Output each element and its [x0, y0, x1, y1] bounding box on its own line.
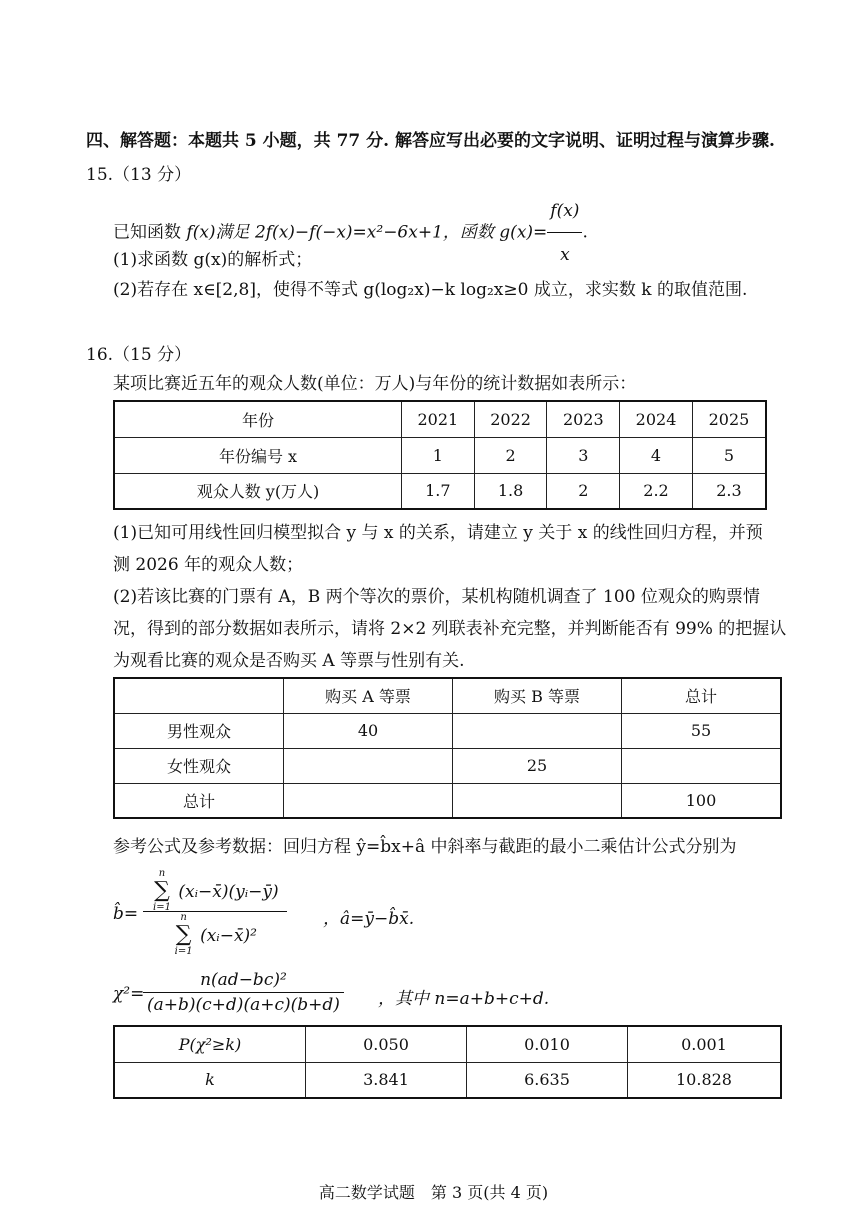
- table-row: [114, 1026, 781, 1062]
- table-cell: 10.828: [628, 1062, 782, 1098]
- table-cell: [114, 678, 284, 713]
- chi-numerator: n(ad−bc)²: [143, 970, 344, 993]
- table-row: [114, 783, 781, 818]
- table-row: [114, 748, 781, 783]
- table-cell: 女性观众: [114, 748, 284, 783]
- table-cell: 0.001: [628, 1026, 782, 1062]
- table-cell: 男性观众: [114, 713, 284, 748]
- page-footer: 高二数学试题 第 3 页(共 4 页): [318, 1183, 549, 1202]
- table-row: [114, 678, 781, 713]
- table-cell: 1.7: [402, 473, 475, 509]
- q16-part2-line2: 况，得到的部分数据如表所示，请将 2×2 列联表补充完整，并判断能否有 99% 的把握认: [113, 619, 787, 639]
- table-cell: 0.010: [467, 1026, 628, 1062]
- table-cell: 2021: [402, 401, 475, 437]
- chi-tail: ，其中 n=a+b+c+d.: [378, 989, 550, 1009]
- table-cell: 2.3: [692, 473, 766, 509]
- reference-text: 参考公式及参考数据：回归方程 ŷ=b̂x+â 中斜率与截距的最小二乘估计公式分别为: [113, 837, 737, 857]
- b-hat-fraction: [143, 868, 287, 957]
- q16-part1-line1: (1)已知可用线性回归模型拟合 y 与 x 的关系，请建立 y 关于 x 的线性回归方程，并预: [113, 523, 763, 543]
- table-cell: [622, 748, 782, 783]
- b-hat-den-text: (xᵢ−x̄)²: [200, 926, 257, 946]
- q15-intro-b: f(x)满足 2f(x)−f(−x)=x²−6x+1，函数 g(x)=: [186, 222, 548, 243]
- table-row: [114, 713, 781, 748]
- table-cell: 购买 B 等票: [453, 678, 622, 713]
- q15-intro-a: 已知函数: [113, 222, 187, 243]
- b-hat-num-text: (xᵢ−x̄)(yᵢ−ȳ): [178, 882, 279, 902]
- table-cell: 1.8: [474, 473, 547, 509]
- table-row: [114, 437, 766, 473]
- b-hat-symbol: b̂=: [113, 904, 139, 924]
- section-header: 四、解答题：本题共 5 小题，共 77 分. 解答应写出必要的文字说明、证明过程与演算步骤.: [86, 131, 775, 151]
- q16-part1-line2: 测 2026 年的观众人数；: [113, 555, 304, 575]
- sum-symbol: ∑ n i=1: [153, 868, 171, 913]
- q15-number: 15.（13 分）: [86, 165, 192, 185]
- table-cell: 2025: [692, 401, 766, 437]
- table-cell: 2022: [474, 401, 547, 437]
- table-cell: 总计: [622, 678, 782, 713]
- table-cell: 2.2: [620, 473, 693, 509]
- table-cell: [453, 783, 622, 818]
- chi-fraction: [143, 970, 344, 1015]
- table-cell: 2: [474, 437, 547, 473]
- table-cell: 购买 A 等票: [284, 678, 453, 713]
- table-contingency: [113, 677, 782, 819]
- table-row: [114, 1062, 781, 1098]
- q15-fraction: [547, 191, 582, 275]
- table-cell: 1: [402, 437, 475, 473]
- table-cell: 2: [547, 473, 620, 509]
- table-cell: 55: [622, 713, 782, 748]
- table-row: [114, 401, 766, 437]
- table-cell: 100: [622, 783, 782, 818]
- b-hat-numerator: [143, 868, 287, 913]
- formula-a: ，â=ȳ−b̂x̄.: [323, 909, 415, 929]
- table-cell: 5: [692, 437, 766, 473]
- table-cell: 25: [453, 748, 622, 783]
- q15-frac-den: x: [560, 245, 570, 265]
- q15-part2: (2)若存在 x∈[2,8]，使得不等式 g(log₂x)−k log₂x≥0 成立，求实数 k 的取值范围.: [113, 280, 748, 300]
- q16-part2-line3: 为观看比赛的观众是否购买 A 等票与性别有关.: [113, 651, 465, 671]
- table-critical-values: [113, 1025, 782, 1099]
- table-cell: 2023: [547, 401, 620, 437]
- table-cell: k: [114, 1062, 306, 1098]
- table-cell: 年份编号 x: [114, 437, 402, 473]
- q16-intro: 某项比赛近五年的观众人数(单位：万人)与年份的统计数据如表所示：: [113, 374, 637, 394]
- table-row: [114, 473, 766, 509]
- table-cell: 总计: [114, 783, 284, 818]
- q15-part1: (1)求函数 g(x)的解析式；: [113, 250, 313, 270]
- chi-symbol: χ²=: [113, 984, 145, 1004]
- table-cell: 0.050: [306, 1026, 467, 1062]
- table-cell: 3.841: [306, 1062, 467, 1098]
- table-cell: [284, 748, 453, 783]
- table-cell: 年份: [114, 401, 402, 437]
- sum-symbol: ∑ n i=1: [174, 912, 193, 957]
- table-cell: 3: [547, 437, 620, 473]
- chi-denominator: (a+b)(c+d)(a+c)(b+d): [147, 995, 340, 1015]
- table-cell: 4: [620, 437, 693, 473]
- table-cell: P(χ²≥k): [114, 1026, 306, 1062]
- table-cell: 2024: [620, 401, 693, 437]
- table-cell: 6.635: [467, 1062, 628, 1098]
- q15-period: .: [582, 222, 588, 243]
- table-cell: [453, 713, 622, 748]
- table-cell: 观众人数 y(万人): [114, 473, 402, 509]
- b-hat-denominator: [143, 912, 287, 957]
- table-cell: [284, 783, 453, 818]
- table-cell: 40: [284, 713, 453, 748]
- q15-frac-num: f(x): [547, 191, 582, 233]
- q16-part2-line1: (2)若该比赛的门票有 A，B 两个等次的票价，某机构随机调查了 100 位观众的购票情: [113, 587, 760, 607]
- table-audience: [113, 400, 767, 510]
- q16-number: 16.（15 分）: [86, 345, 192, 365]
